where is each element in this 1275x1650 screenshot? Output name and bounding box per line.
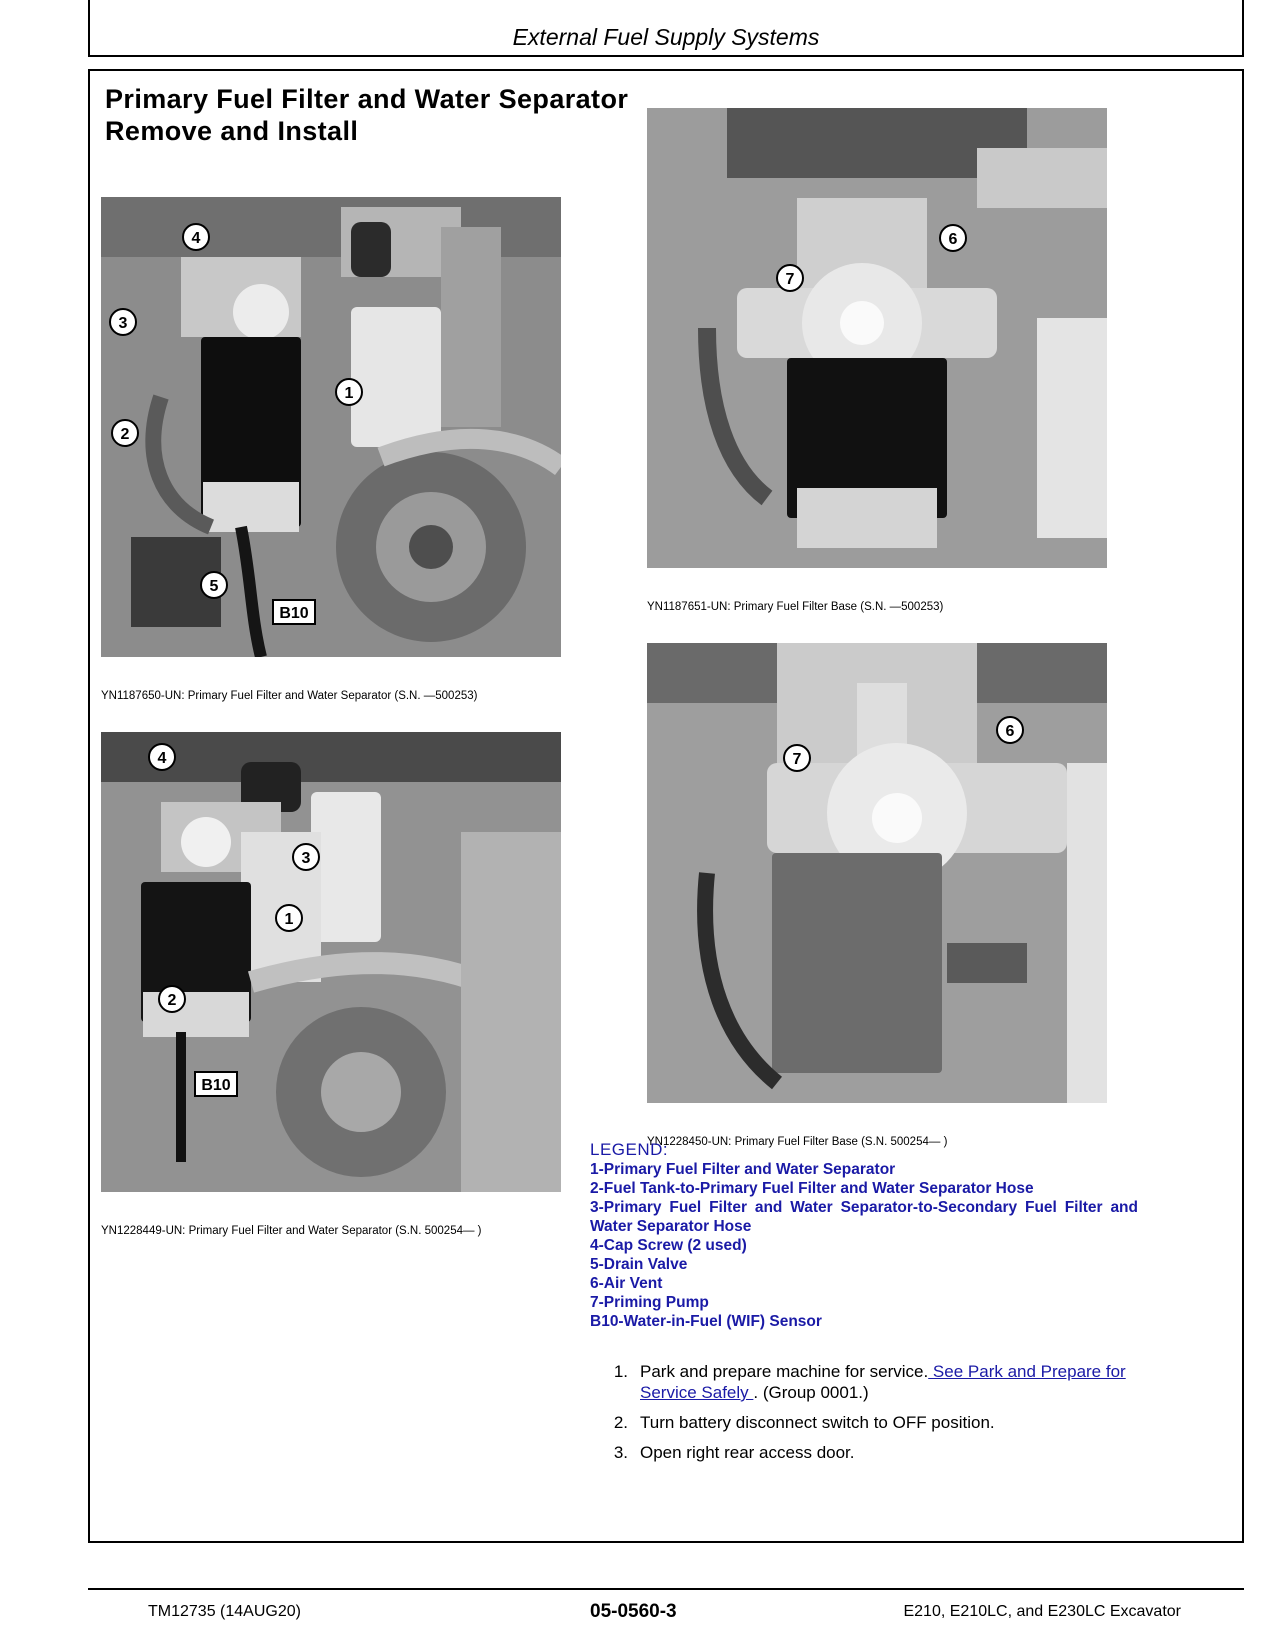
footer-divider bbox=[88, 1588, 1244, 1590]
figure-primary-filter-early bbox=[101, 197, 561, 657]
legend bbox=[590, 1140, 1138, 1331]
machine-model: E210, E210LC, and E230LC Excavator bbox=[903, 1603, 1181, 1620]
figure-caption: YN1228449-UN: Primary Fuel Filter and Water Separator (S.N. 500254— ) bbox=[101, 1225, 482, 1237]
callout-6: 6 bbox=[1005, 723, 1015, 740]
procedure-step bbox=[590, 1361, 1138, 1403]
callout-4: 4 bbox=[157, 750, 167, 767]
procedure-steps bbox=[590, 1361, 1138, 1472]
callout-2: 2 bbox=[120, 426, 130, 443]
page-title: Primary Fuel Filter and Water Separator Remove and Install bbox=[105, 84, 629, 146]
legend-item: 4-Cap Screw (2 used) bbox=[590, 1237, 747, 1254]
legend-item: B10-Water-in-Fuel (WIF) Sensor bbox=[590, 1313, 822, 1330]
section-header: External Fuel Supply Systems bbox=[512, 24, 820, 50]
manual-id: TM12735 (14AUG20) bbox=[148, 1603, 301, 1620]
callout-6: 6 bbox=[948, 231, 958, 248]
legend-title: LEGEND: bbox=[590, 1140, 669, 1159]
callout-7: 7 bbox=[785, 271, 795, 288]
step-number: 2. bbox=[613, 1413, 628, 1432]
legend-item: 3-Primary Fuel Filter and Water Separator-to-Secondary Fuel Filter and Water Separator Hose bbox=[590, 1199, 1138, 1235]
callout-3: 3 bbox=[118, 315, 128, 332]
step-text: Turn battery disconnect switch to OFF position. bbox=[640, 1413, 995, 1432]
legend-item: 6-Air Vent bbox=[590, 1275, 663, 1292]
figure-caption: YN1187651-UN: Primary Fuel Filter Base (S.N. —500253) bbox=[647, 601, 944, 613]
callout-4: 4 bbox=[191, 230, 201, 247]
callout-1: 1 bbox=[284, 911, 294, 928]
legend-item: 7-Priming Pump bbox=[590, 1294, 709, 1311]
figure-filter-base-early bbox=[647, 108, 1107, 568]
callout-7: 7 bbox=[792, 751, 802, 768]
legend-item: 1-Primary Fuel Filter and Water Separator bbox=[590, 1161, 896, 1178]
step-text: Open right rear access door. bbox=[640, 1443, 855, 1462]
figure-caption: YN1228450-UN: Primary Fuel Filter Base (S.N. 500254— ) bbox=[647, 1136, 948, 1148]
procedure-step bbox=[590, 1412, 1138, 1433]
callout-5: 5 bbox=[209, 578, 219, 595]
legend-item: 5-Drain Valve bbox=[590, 1256, 688, 1273]
park-and-prepare-link[interactable]: See Park and Prepare for Service Safely bbox=[640, 1362, 1126, 1402]
callout-b10: B10 bbox=[201, 1077, 231, 1094]
page-header bbox=[88, 0, 1244, 57]
legend-item: 2-Fuel Tank-to-Primary Fuel Filter and Water Separator Hose bbox=[590, 1180, 1034, 1197]
callout-1: 1 bbox=[344, 385, 354, 402]
figure-caption: YN1187650-UN: Primary Fuel Filter and Water Separator (S.N. —500253) bbox=[101, 690, 478, 702]
figure-filter-base-late bbox=[647, 643, 1107, 1103]
step-number: 1. bbox=[613, 1362, 628, 1381]
step-number: 3. bbox=[613, 1443, 628, 1462]
callout-3: 3 bbox=[301, 850, 311, 867]
step-text: Park and prepare machine for service. See Park and Prepare for Service Safely . (Group 0001.) bbox=[640, 1362, 1126, 1402]
figure-primary-filter-late bbox=[101, 732, 561, 1192]
callout-b10: B10 bbox=[279, 605, 309, 622]
callout-2: 2 bbox=[167, 992, 177, 1009]
procedure-step bbox=[590, 1442, 1138, 1463]
page-number: 05-0560-3 bbox=[590, 1601, 677, 1622]
